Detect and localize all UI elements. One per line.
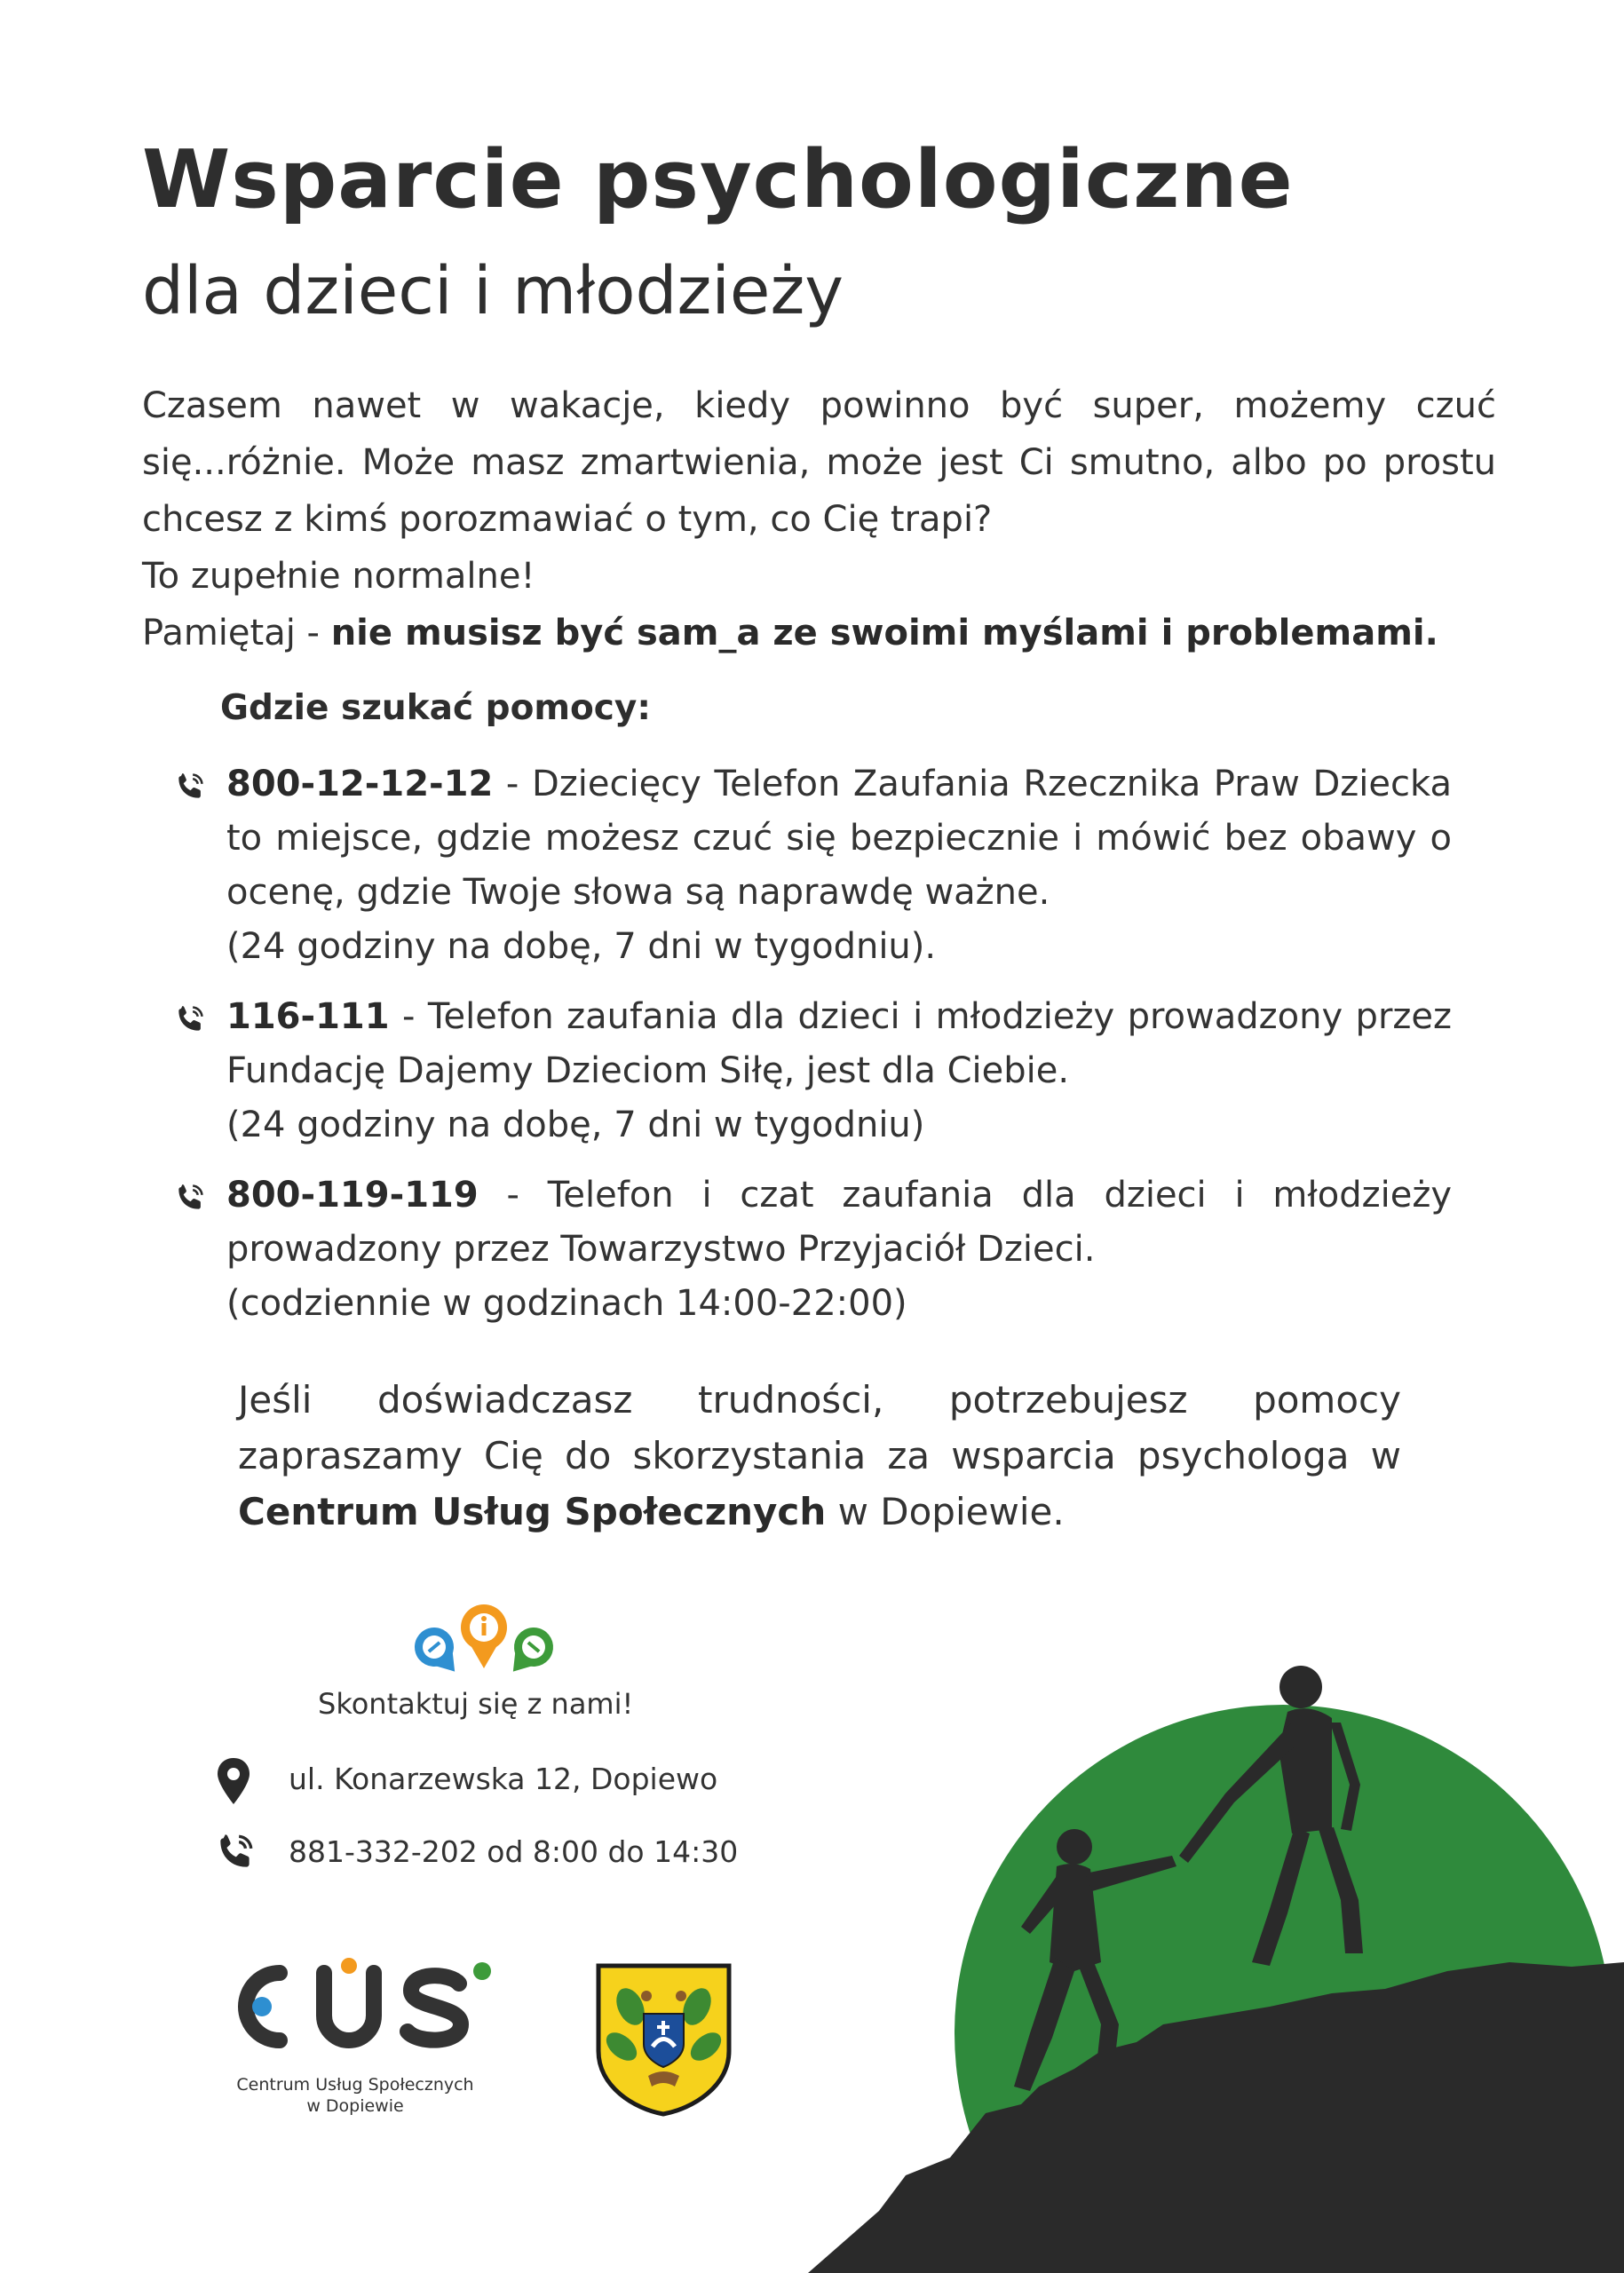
help-heading: Gdzie szukać pomocy: xyxy=(220,688,651,728)
phone-icon xyxy=(173,770,207,804)
contact-caption: Skontaktuj się z nami! xyxy=(318,1687,634,1721)
helpline-text xyxy=(226,1168,1452,1277)
intro-text xyxy=(142,377,1496,661)
helpline-number: 800-12-12-12 xyxy=(226,764,494,804)
helpline-text xyxy=(226,757,1452,920)
coat-of-arms xyxy=(595,1962,733,2118)
closing-text xyxy=(238,1372,1401,1540)
phone-icon xyxy=(173,1002,207,1036)
contact-address: ul. Konarzewska 12, Dopiewo xyxy=(289,1762,718,1796)
intro-normal-line: To zupełnie normalne! xyxy=(142,556,535,597)
phone-icon xyxy=(173,1181,207,1215)
helpline-item xyxy=(173,1168,1452,1331)
helpline-item xyxy=(173,990,1452,1152)
helpline-text xyxy=(226,990,1452,1098)
helpline-number: 800-119-119 xyxy=(226,1175,479,1216)
cus-caption-line2: w Dopiewie xyxy=(306,2096,404,2116)
cus-logo-caption xyxy=(218,2074,493,2117)
map-pin-icon xyxy=(211,1756,256,1806)
remember-prefix: Pamiętaj - xyxy=(142,613,331,653)
contact-phone: 881-332-202 od 8:00 do 14:30 xyxy=(289,1834,739,1869)
helpline-hours: (24 godziny na dobę, 7 dni w tygodniu). xyxy=(226,926,937,967)
closing-part1: Jeśli doświadczasz trudności, potrzebujesz pomocy zapraszamy Cię do skorzystania za wsparcia psychologa w xyxy=(238,1378,1401,1477)
phone-icon xyxy=(213,1827,257,1877)
helpline-description: - Telefon zaufania dla dzieci i młodzieży prowadzony przez Fundację Dajemy Dzieciom Siłę, jest dla Ciebie. xyxy=(226,996,1452,1091)
remember-bold: nie musisz być sam_a ze swoimi myślami i problemami. xyxy=(330,613,1438,653)
page-title: Wsparcie psychologiczne xyxy=(142,133,1294,226)
page-subtitle: dla dzieci i młodzieży xyxy=(142,253,844,329)
helpline-hours: (codziennie w godzinach 14:00-22:00) xyxy=(226,1283,907,1324)
closing-part2: w Dopiewie. xyxy=(826,1490,1065,1533)
closing-bold: Centrum Usług Społecznych xyxy=(238,1490,827,1533)
intro-paragraph: Czasem nawet w wakacje, kiedy powinno być super, możemy czuć się...różnie. Może masz zmartwienia, może jest Ci smutno, albo po prostu chcesz z kimś porozmawiać o tym, co Cię trapi? xyxy=(142,385,1496,540)
helpline-number: 116-111 xyxy=(226,996,390,1037)
cus-logo xyxy=(218,1953,502,2060)
helpline-description: - Telefon i czat zaufania dla dzieci i młodzieży prowadzony przez Towarzystwo Przyjaciół Dzieci. xyxy=(226,1175,1452,1270)
intro-remember xyxy=(142,605,1496,661)
cus-caption-line1: Centrum Usług Społecznych xyxy=(236,2075,474,2095)
helpline-description: - Dziecięcy Telefon Zaufania Rzecznika Praw Dziecka to miejsce, gdzie możesz czuć się bezpiecznie i mówić bez obawy o ocenę, gdzie Twoje słowa są naprawdę ważne. xyxy=(226,764,1452,913)
helpline-item xyxy=(173,757,1452,974)
contact-pins-logo xyxy=(404,1594,564,1683)
helpline-hours: (24 godziny na dobę, 7 dni w tygodniu) xyxy=(226,1105,925,1145)
helping-hand-illustration xyxy=(808,1589,1624,2273)
